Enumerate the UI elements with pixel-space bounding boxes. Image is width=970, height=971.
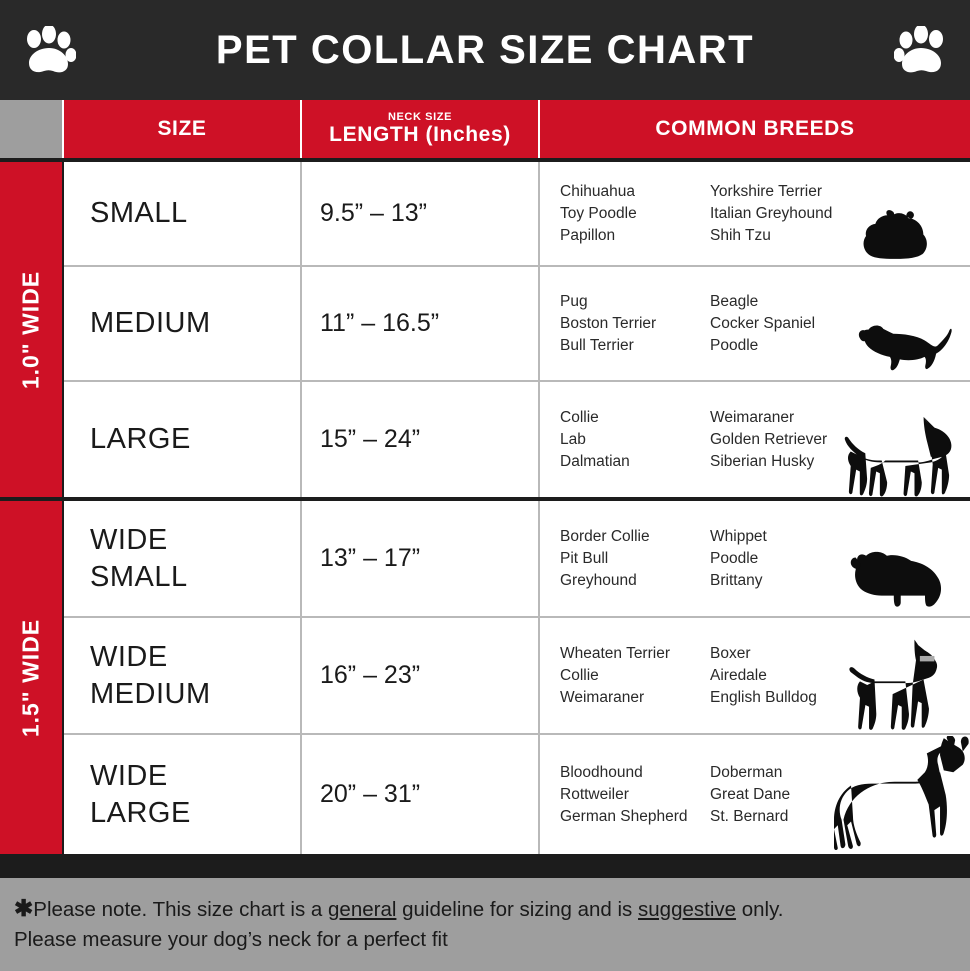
breed-column-1: Wheaten Terrier Collie Weimaraner (560, 644, 670, 706)
cell-size-line-2: SMALL (90, 560, 188, 593)
cell-neck-length: 15” – 24” (300, 382, 538, 497)
table-row (64, 735, 970, 854)
cell-common-breeds (538, 735, 970, 854)
footer-line-1: ✱Please note. This size chart is a general guideline for sizing and is suggestive only. (14, 895, 784, 921)
cell-size: LARGE (90, 423, 191, 456)
table-row (64, 162, 970, 267)
cell-size (64, 618, 300, 733)
footer-line-2: Please measure your dog’s neck for a perfect fit (14, 928, 448, 952)
breed-column-1: Border Collie Pit Bull Greyhound (560, 527, 650, 589)
cell-size-line-2: LARGE (90, 796, 191, 829)
cell-common-breeds (538, 618, 970, 733)
breed-column-1: Collie Lab Dalmatian (560, 408, 630, 470)
cell-size (64, 735, 300, 854)
cell-common-breeds (538, 382, 970, 497)
column-header-neck-main: LENGTH (Inches) (329, 123, 511, 147)
cell-common-breeds (538, 267, 970, 380)
table-row (64, 382, 970, 497)
breed-column-1: Chihuahua Toy Poodle Papillon (560, 182, 637, 244)
cell-neck-length: 20” – 31” (300, 735, 538, 854)
column-header-neck-length (300, 100, 538, 158)
paw-print-icon (894, 26, 948, 76)
group-1-5-wide (0, 497, 970, 854)
footer-note (0, 878, 970, 971)
column-header-size: SIZE (62, 100, 300, 158)
breed-column-1: Pug Boston Terrier Bull Terrier (560, 292, 657, 354)
cell-size-line-2: MEDIUM (90, 677, 211, 710)
chart-header (0, 0, 970, 100)
cell-common-breeds (538, 501, 970, 616)
column-header-neck-sub: NECK SIZE (387, 110, 453, 123)
table-row (64, 501, 970, 618)
cell-common-breeds (538, 162, 970, 265)
cell-neck-length: 11” – 16.5” (300, 267, 538, 380)
cell-size-line-1: WIDE (90, 524, 168, 557)
page-title: PET COLLAR SIZE CHART (215, 27, 755, 72)
cell-size-line-1: WIDE (90, 760, 168, 793)
group-1-0-wide (0, 158, 970, 497)
breed-column-2: Whippet Poodle Brittany (710, 527, 767, 589)
cell-neck-length: 16” – 23” (300, 618, 538, 733)
cell-size (64, 501, 300, 616)
breed-column-2: Yorkshire Terrier Italian Greyhound Shih Tzu (710, 182, 833, 244)
cell-size: MEDIUM (90, 307, 211, 340)
column-header-common-breeds: COMMON BREEDS (538, 100, 970, 158)
size-chart-table (0, 100, 970, 854)
table-row (64, 267, 970, 382)
group-label-1-0-wide: 1.0" WIDE (0, 162, 62, 497)
breed-column-2: Doberman Great Dane St. Bernard (710, 763, 791, 825)
breed-column-1: Bloodhound Rottweiler German Shepherd (560, 763, 688, 825)
group-label-1-5-wide: 1.5" WIDE (0, 501, 62, 854)
table-row (64, 618, 970, 735)
table-header-row (0, 100, 970, 158)
paw-print-icon (22, 26, 76, 76)
breed-column-2: Weimaraner Golden Retriever Siberian Husky (710, 408, 828, 470)
cell-neck-length: 13” – 17” (300, 501, 538, 616)
breed-column-2: Boxer Airedale English Bulldog (710, 644, 817, 706)
cell-size-line-1: WIDE (90, 641, 168, 674)
table-corner-cell (0, 100, 62, 158)
asterisk-icon: ✱ (14, 895, 34, 921)
cell-size: SMALL (90, 197, 188, 230)
breed-column-2: Beagle Cocker Spaniel Poodle (710, 292, 816, 354)
cell-neck-length: 9.5” – 13” (300, 162, 538, 265)
